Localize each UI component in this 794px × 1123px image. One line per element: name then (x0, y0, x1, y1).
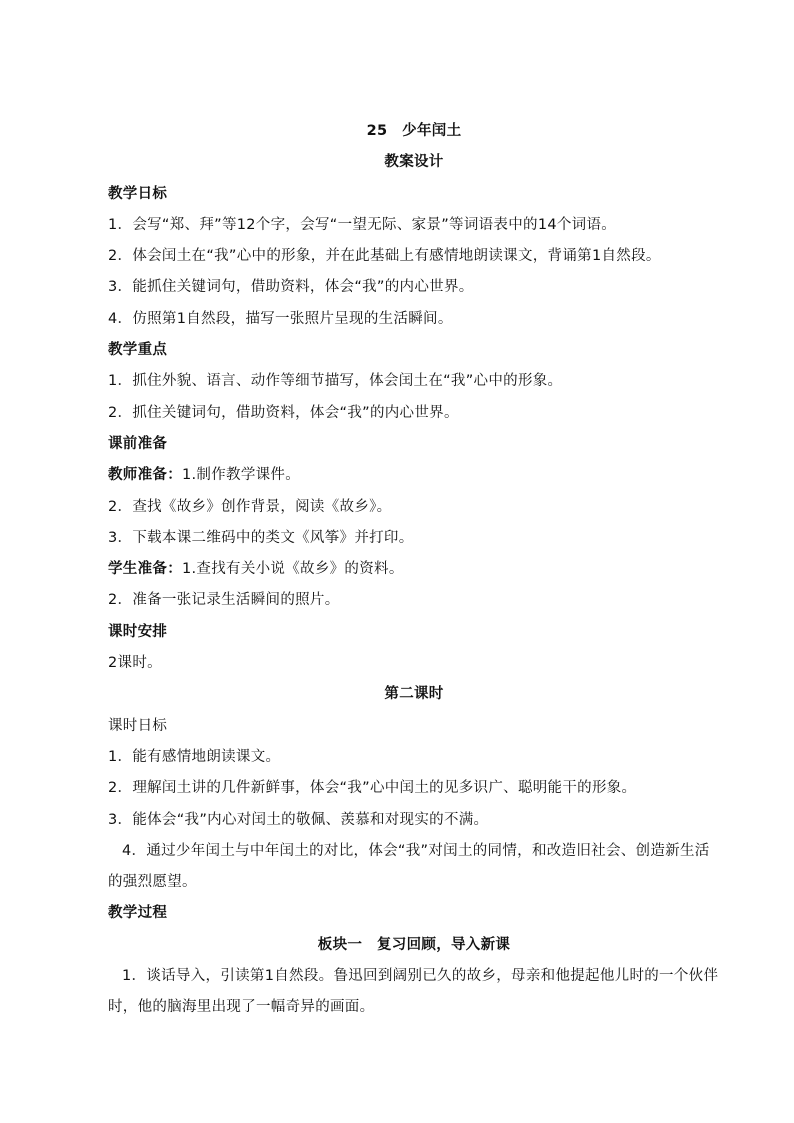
focus-heading: 教学重点 (108, 342, 168, 359)
block-paragraph: 1．谈话导入，引读第1自然段。鲁迅回到阔别已久的故乡，母亲和他提起他儿时的一个伙伴时，他的脑海里出现了一幅奇异的画面。 (108, 968, 719, 1016)
teacher-prep-item: 2．查找《故乡》创作背景，阅读《故乡》。 (108, 498, 392, 515)
process-heading: 教学过程 (108, 905, 168, 922)
lesson-goal-item: 2．理解闰土讲的几件新鲜事，体会“我”心中闰土的见多识广、聪明能干的形象。 (108, 780, 637, 797)
goal-item: 2．体会闰土在“我”心中的形象，并在此基础上有感情地朗读课文，背诵第1自然段。 (108, 248, 661, 265)
teacher-prep-item: 3．下载本课二维码中的类文《风筝》并打印。 (108, 529, 414, 546)
document-body (108, 116, 720, 1024)
lesson-goal-item-wrapped: 4．通过少年闰土与中年闰土的对比，体会“我”对闰土的同情，和改造旧社会、创造新生活的强烈愿望。 (108, 842, 710, 891)
schedule-text: 2课时。 (108, 655, 162, 672)
student-prep-first: 1.查找有关小说《故乡》的资料。 (182, 561, 404, 578)
goal-item: 4．仿照第1自然段，描写一张照片呈现的生活瞬间。 (108, 310, 453, 327)
lesson-goals-heading: 课时日标 (108, 717, 168, 734)
goal-item: 1．会写“郑、拜”等12个字，会写“一望无际、家景”等词语表中的14个词语。 (108, 216, 617, 233)
student-prep-item: 2．准备一张记录生活瞬间的照片。 (108, 592, 340, 609)
student-prep-line (108, 554, 720, 585)
lesson-title: 第二课时 (384, 686, 444, 703)
teacher-prep-label: 教师准备： (108, 467, 182, 484)
goals-heading: 教学日标 (108, 185, 168, 202)
block-title: 板块一 复习回顾，导入新课 (317, 936, 511, 953)
document-subtitle: 教案设计 (384, 154, 444, 171)
lesson-goal-item: 3．能体会“我”内心对闰土的敬佩、羡慕和对现实的不满。 (108, 811, 489, 828)
prep-heading: 课前准备 (108, 435, 168, 452)
document-title: 25 少年闰土 (366, 123, 462, 139)
teacher-prep-line (108, 460, 720, 491)
focus-item: 2．抓住关键词句，借助资料，体会“我”的内心世界。 (108, 404, 459, 421)
teacher-prep-first: 1.制作教学课件。 (182, 467, 301, 484)
goal-item: 3．能抓住关键词句，借助资料，体会“我”的内心世界。 (108, 279, 474, 296)
student-prep-label: 学生准备： (108, 561, 182, 578)
schedule-heading: 课时安排 (108, 623, 168, 640)
focus-item: 1．抓住外貌、语言、动作等细节描写，体会闰土在“我”心中的形象。 (108, 373, 563, 390)
lesson-goal-item: 1．能有感情地朗读课文。 (108, 748, 281, 765)
